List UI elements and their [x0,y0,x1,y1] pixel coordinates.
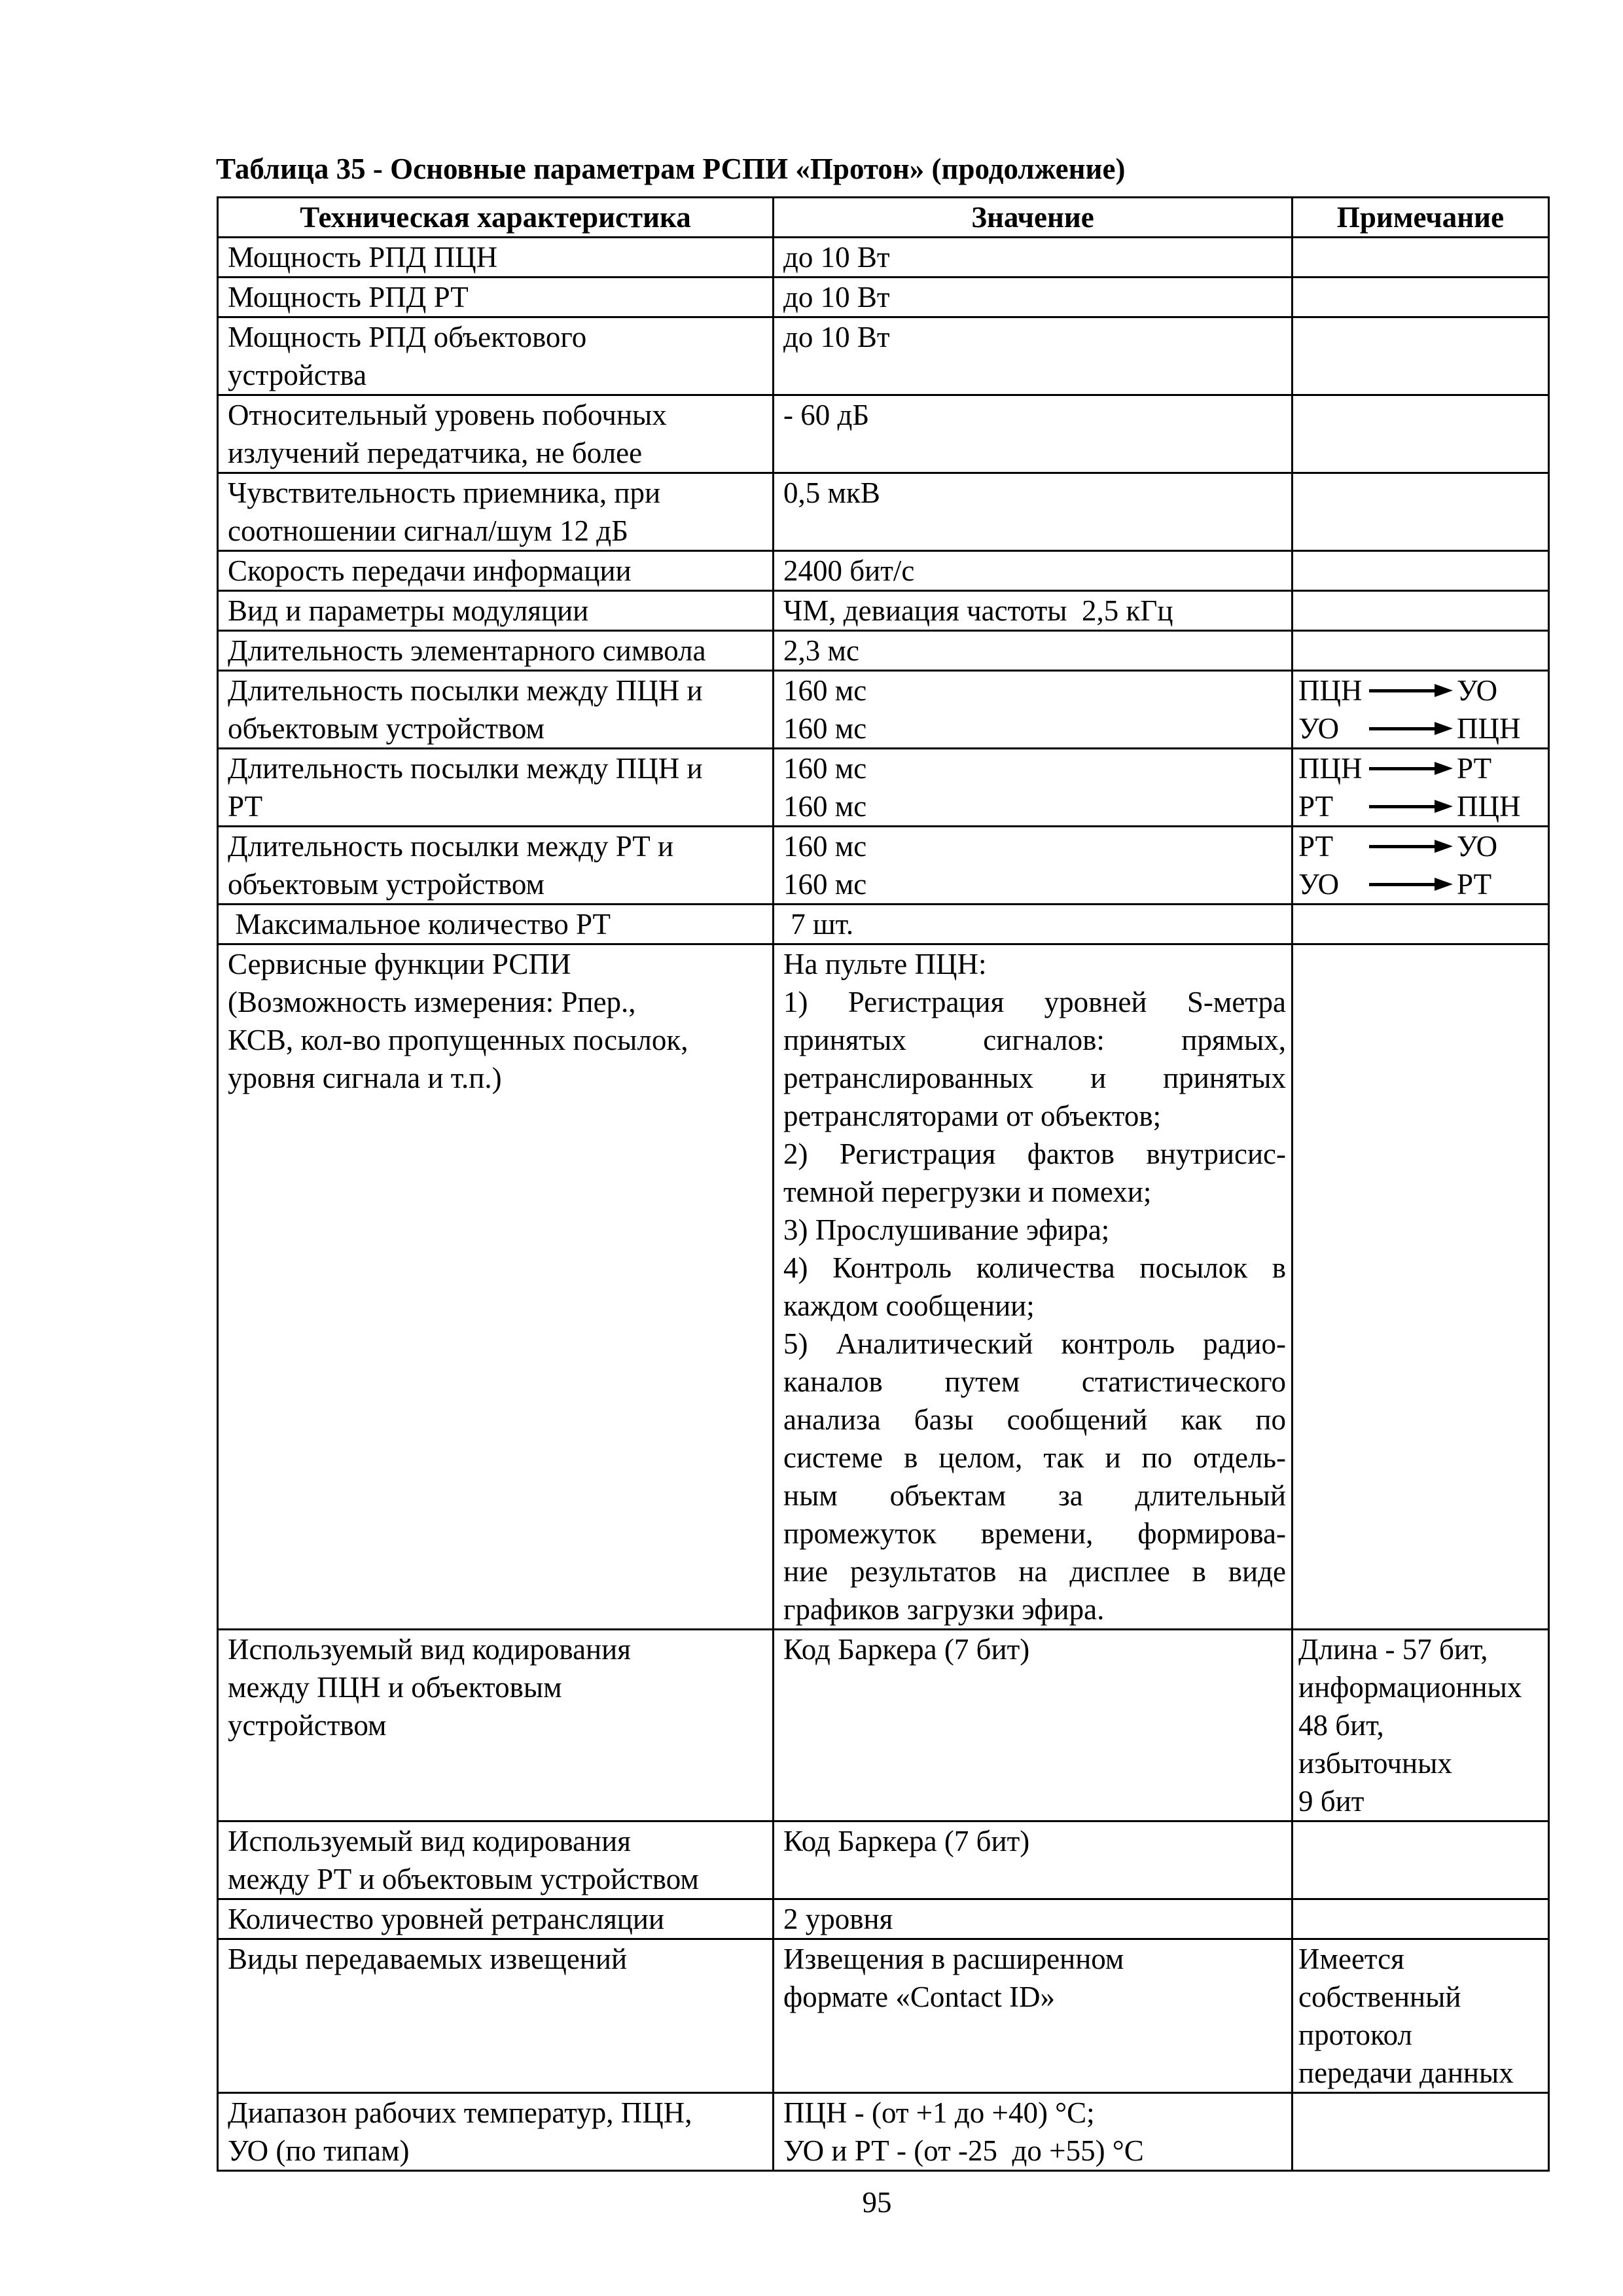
cell-value: 2400 бит/с [774,551,1293,591]
cell-note [1293,317,1549,395]
cell-note [1293,1939,1549,2093]
cell-note [1293,591,1549,631]
cell-text-line: устройства [228,359,367,391]
right-arrow-icon [1369,878,1453,891]
cell-text-line: анализа базы сообщений как по [783,1403,1286,1436]
cell-value: 7 шт. [774,905,1293,944]
cell-characteristic: Количество уровней ретрансляции [218,1899,774,1939]
flow-source: РТ [1298,790,1334,823]
cell-characteristic: Вид и параметры модуляции [218,591,774,631]
cell-text-line: каналов путем статистического [783,1365,1286,1398]
cell-note [1293,1821,1549,1899]
cell-text-line: Мощность РПД объектового [228,321,587,353]
cell-characteristic: Виды передаваемых извещений [218,1939,774,2093]
cell-value [774,749,1293,827]
cell-text-line: Длительность посылки между РТ и [228,830,674,863]
table-row [218,905,1549,944]
cell-text-line: 160 мс [783,712,867,745]
cell-text-line: 4) Контроль количества посылок в [783,1251,1286,1284]
table-row [218,749,1549,827]
cell-characteristic [218,395,774,473]
cell-text-line: ретрансляторами от объектов; [783,1100,1162,1132]
cell-note [1293,238,1549,278]
table-row [218,278,1549,317]
cell-value: 2,3 мс [774,631,1293,671]
flow-target: РТ [1457,868,1492,901]
cell-note [1293,395,1549,473]
direction-flow [1298,865,1546,903]
table-row [218,551,1549,591]
table-row [218,944,1549,1630]
table-row [218,671,1549,749]
cell-characteristic [218,473,774,551]
table-row [218,591,1549,631]
flow-source: РТ [1298,830,1334,863]
cell-text-line: промежуток времени, формирова- [783,1517,1286,1550]
cell-text-line: КСВ, кол-во пропущенных посылок, [228,1024,688,1056]
cell-text-line: 1) Регистрация уровней S-метра [783,986,1286,1018]
flow-source: УО [1298,868,1340,901]
cell-value [774,671,1293,749]
right-arrow-icon [1369,840,1453,853]
cell-text-line: 160 мс [783,830,867,863]
cell-text-line: соотношении сигнал/шум 12 дБ [228,514,628,547]
direction-flow [1298,672,1546,709]
cell-characteristic [218,317,774,395]
cell-characteristic [218,1630,774,1821]
cell-note [1293,944,1549,1630]
cell-value [774,944,1293,1630]
cell-text-line: протокол [1298,2018,1413,2051]
cell-characteristic [218,944,774,1630]
right-arrow-icon [1369,722,1453,735]
cell-text-line: избыточных [1298,1747,1452,1780]
cell-characteristic: Максимальное количество РТ [218,905,774,944]
cell-text-line: Имеется [1298,1943,1404,1975]
cell-note [1293,631,1549,671]
cell-value: 2 уровня [774,1899,1293,1939]
cell-text-line: системе в целом, так и по отдель- [783,1441,1286,1474]
right-arrow-icon [1369,684,1453,697]
cell-characteristic [218,2093,774,2171]
cell-text-line: ПЦН - (от +1 до +40) °С; [783,2096,1095,2129]
cell-text-line: излучений передатчика, не более [228,437,643,469]
flow-target: УО [1457,674,1498,707]
cell-text-line: Используемый вид кодирования [228,1825,631,1857]
flow-source: ПЦН [1298,752,1363,785]
cell-text-line: 160 мс [783,752,867,785]
table-row [218,1821,1549,1899]
cell-characteristic: Скорость передачи информации [218,551,774,591]
table-row [218,1939,1549,2093]
cell-note [1293,827,1549,905]
cell-characteristic: Длительность элементарного символа [218,631,774,671]
cell-text-line: Относительный уровень побочных [228,399,667,431]
table-row [218,473,1549,551]
cell-text-line: Чувствительность приемника, при [228,476,661,509]
table-row [218,1630,1549,1821]
cell-characteristic: Мощность РПД РТ [218,278,774,317]
cell-text-line: между РТ и объектовым устройством [228,1863,699,1895]
cell-text-line: 9 бит [1298,1785,1364,1818]
cell-text-line: 160 мс [783,674,867,707]
cell-text-line: каждом сообщении; [783,1289,1035,1322]
cell-text-line: 160 мс [783,790,867,823]
cell-text-line: Извещения в расширенном [783,1943,1124,1975]
cell-text-line: УО и РТ - (от -25 до +55) °С [783,2134,1144,2167]
direction-flow [1298,749,1546,787]
cell-text-line: 48 бит, [1298,1709,1384,1742]
table-row [218,395,1549,473]
cell-text-line: Используемый вид кодирования [228,1633,631,1666]
cell-value: до 10 Вт [774,238,1293,278]
direction-flow [1298,787,1546,825]
cell-value: Код Баркера (7 бит) [774,1630,1293,1821]
cell-value: - 60 дБ [774,395,1293,473]
table-row [218,317,1549,395]
cell-value: Код Баркера (7 бит) [774,1821,1293,1899]
cell-text-line: объектовым устройством [228,868,545,901]
cell-text-line: передачи данных [1298,2056,1514,2089]
cell-value [774,827,1293,905]
cell-text-line: РТ [228,790,263,823]
table-row [218,238,1549,278]
cell-text-line: Длительность посылки между ПЦН и [228,674,703,707]
cell-text-line: На пульте ПЦН: [783,948,987,980]
cell-characteristic [218,749,774,827]
cell-text-line: (Возможность измерения: Рпер., [228,986,636,1018]
flow-target: РТ [1457,752,1492,785]
flow-target: ПЦН [1457,790,1521,823]
cell-value: до 10 Вт [774,278,1293,317]
table-row [218,827,1549,905]
cell-text-line: 160 мс [783,868,867,901]
cell-text-line: графиков загрузки эфира. [783,1593,1105,1626]
cell-text-line: УО (по типам) [228,2134,410,2167]
flow-source: ПЦН [1298,674,1363,707]
table-header-row [218,198,1549,238]
table-row [218,1899,1549,1939]
cell-text-line: Длительность посылки между ПЦН и [228,752,703,785]
cell-text-line: принятых сигналов: прямых, [783,1024,1286,1056]
cell-text-line: объектовым устройством [228,712,545,745]
cell-text-line: Длина - 57 бит, [1298,1633,1488,1666]
cell-note [1293,473,1549,551]
direction-flow [1298,709,1546,747]
cell-note [1293,905,1549,944]
cell-text-line: уровня сигнала и т.п.) [228,1062,502,1094]
header-characteristic: Техническая характеристика [218,198,774,238]
cell-note [1293,1630,1549,1821]
flow-source: УО [1298,712,1340,745]
cell-text-line: информационных [1298,1671,1522,1704]
cell-text-line: 3) Прослушивание эфира; [783,1213,1110,1246]
cell-note [1293,749,1549,827]
header-value: Значение [774,198,1293,238]
cell-text-line: ние результатов на дисплее в виде [783,1555,1286,1588]
cell-value: ЧМ, девиация частоты 2,5 кГц [774,591,1293,631]
cell-text-line: устройством [228,1709,387,1742]
parameters-table [217,196,1550,2172]
header-note: Примечание [1293,198,1549,238]
cell-note [1293,2093,1549,2171]
cell-text-line: собственный [1298,1981,1461,2013]
cell-text-line: Диапазон рабочих температур, ПЦН, [228,2096,692,2129]
cell-text-line: между ПЦН и объектовым [228,1671,562,1704]
direction-flow [1298,827,1546,865]
cell-characteristic [218,827,774,905]
cell-characteristic [218,1821,774,1899]
cell-note [1293,671,1549,749]
cell-text-line: 5) Аналитический контроль радио- [783,1327,1286,1360]
flow-target: УО [1457,830,1498,863]
cell-value [774,2093,1293,2171]
cell-text-line: ретранслированных и принятых [783,1062,1286,1094]
right-arrow-icon [1369,800,1453,813]
cell-value: до 10 Вт [774,317,1293,395]
cell-characteristic: Мощность РПД ПЦН [218,238,774,278]
cell-text-line: формате «Contact ID» [783,1981,1056,2013]
cell-note [1293,551,1549,591]
cell-text-line: Сервисные функции РСПИ [228,948,571,980]
flow-target: ПЦН [1457,712,1521,745]
cell-value [774,1939,1293,2093]
table-row [218,2093,1549,2171]
cell-text-line: 2) Регистрация фактов внутрисис- [783,1138,1286,1170]
table-row [218,631,1549,671]
cell-note [1293,278,1549,317]
cell-note [1293,1899,1549,1939]
cell-text-line: темной перегрузки и помехи; [783,1175,1152,1208]
right-arrow-icon [1369,762,1453,775]
page-number: 95 [862,2186,892,2219]
cell-text-line: ным объектам за длительный [783,1479,1286,1512]
cell-characteristic [218,671,774,749]
table-caption: Таблица 35 - Основные параметрам РСПИ «Протон» (продолжение) [216,152,1126,185]
cell-value: 0,5 мкВ [774,473,1293,551]
